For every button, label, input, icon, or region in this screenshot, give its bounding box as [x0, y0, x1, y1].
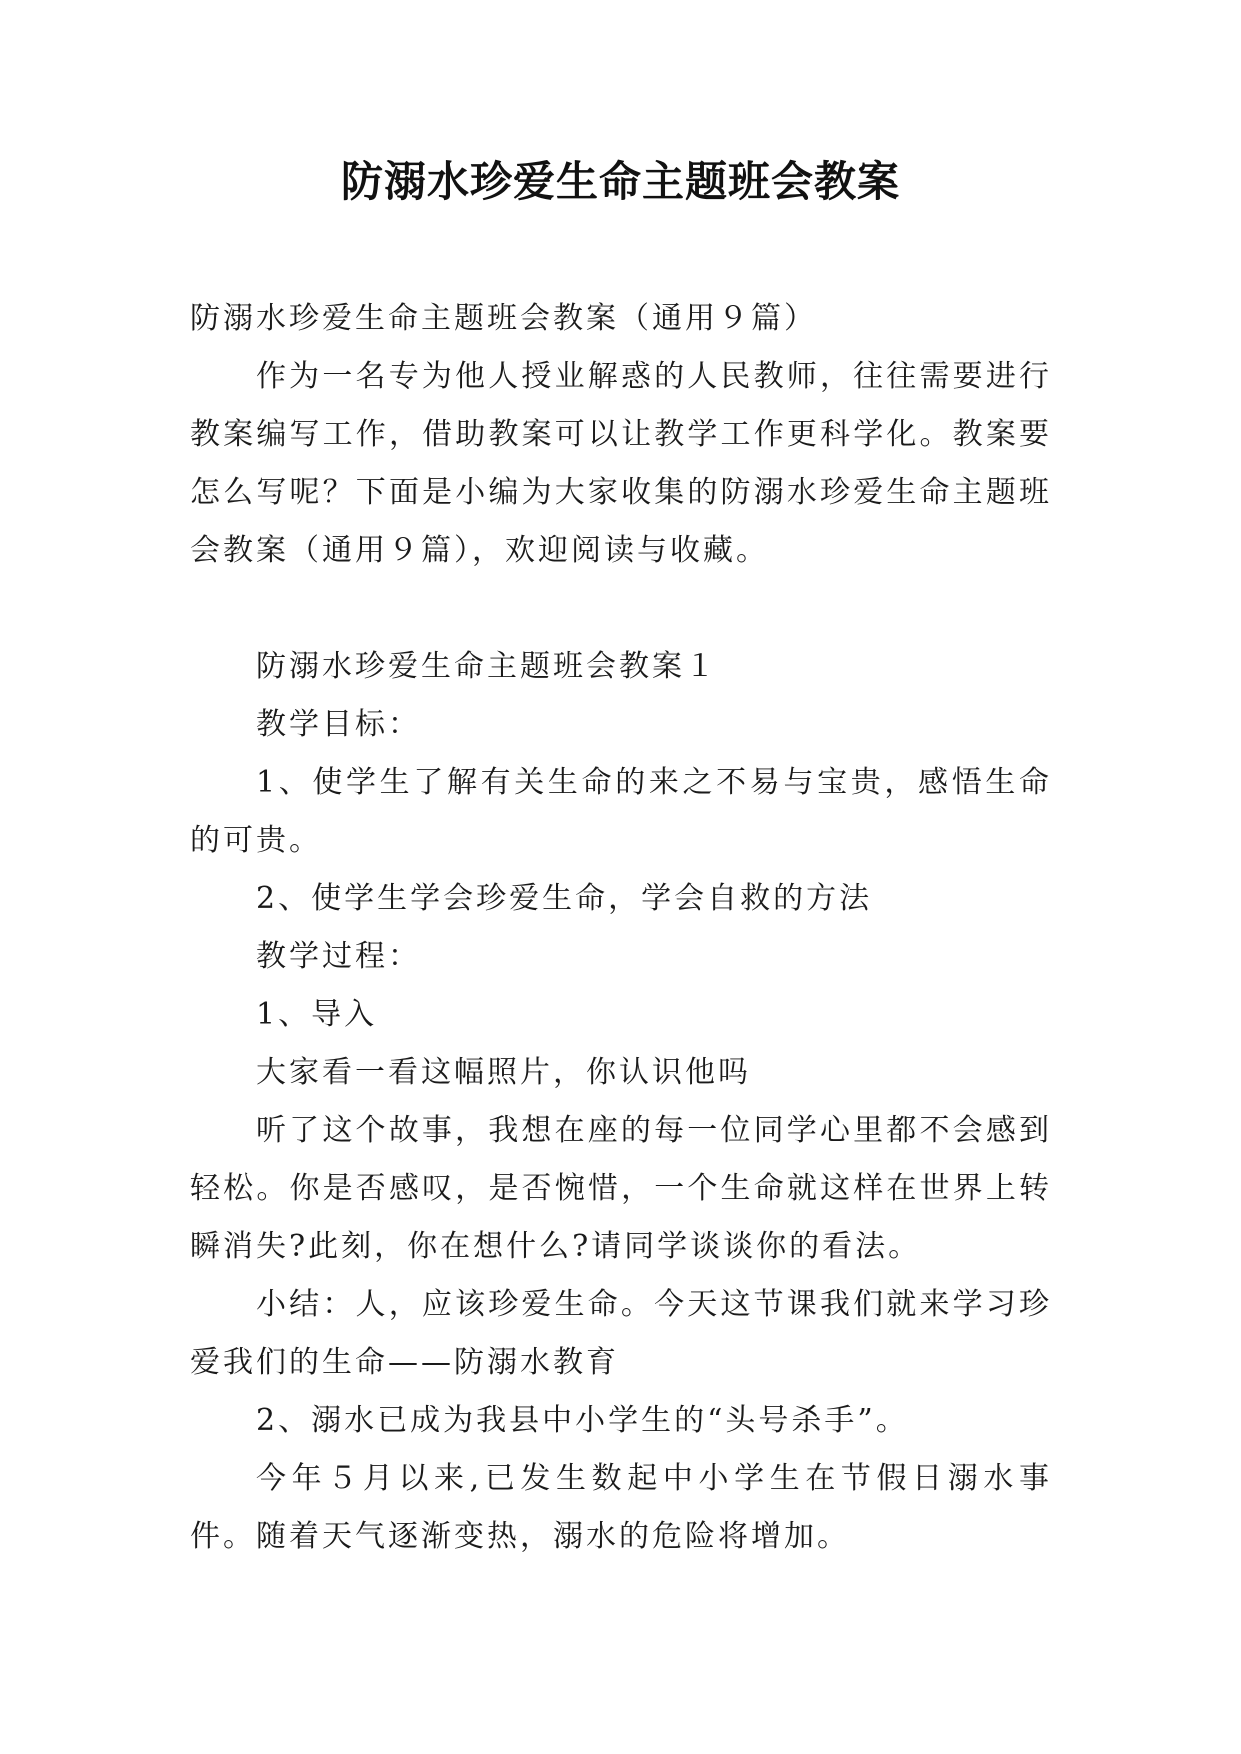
- section-heading: 防溺水珍爱生命主题班会教案１: [256, 649, 718, 684]
- paragraph-goal-1: 1、使学生了解有关生命的来之不易与宝贵，感悟生命的可贵。: [190, 765, 1052, 858]
- document-body: [190, 290, 1052, 1566]
- paragraph-step-1: 1、导入: [256, 997, 378, 1032]
- intro-paragraph: 作为一名专为他人授业解惑的人民教师，往往需要进行教案编写工作，借助教案可以让教学工作更科学化。教案要怎么写呢？下面是小编为大家收集的防溺水珍爱生命主题班会教案（通用９篇），欢迎阅读与收藏。: [190, 359, 1052, 568]
- paragraph-summary: 小结：人，应该珍爱生命。今天这节课我们就来学习珍爱我们的生命——防溺水教育: [190, 1287, 1052, 1380]
- paragraph-goal-2: 2、使学生学会珍爱生命，学会自救的方法: [256, 881, 873, 916]
- paragraph-teaching-goals: 教学目标：: [256, 707, 421, 742]
- paragraph-incidents: 今年５月以来,已发生数起中小学生在节假日溺水事件。随着天气逐渐变热，溺水的危险将增加。: [190, 1461, 1052, 1554]
- document-subtitle: 防溺水珍爱生命主题班会教案（通用９篇）: [190, 301, 817, 336]
- section-spacer: [190, 580, 1052, 638]
- paragraph-story: 听了这个故事，我想在座的每一位同学心里都不会感到轻松。你是否感叹，是否惋惜，一个生命就这样在世界上转瞬消失?此刻，你在想什么?请同学谈谈你的看法。: [190, 1113, 1052, 1264]
- paragraph-photo: 大家看一看这幅照片，你认识他吗: [256, 1055, 751, 1090]
- paragraph-teaching-process: 教学过程：: [256, 939, 421, 974]
- paragraph-step-2: 2、溺水已成为我县中小学生的“头号杀手”。: [256, 1403, 909, 1438]
- document-title: 防溺水珍爱生命主题班会教案: [340, 157, 900, 206]
